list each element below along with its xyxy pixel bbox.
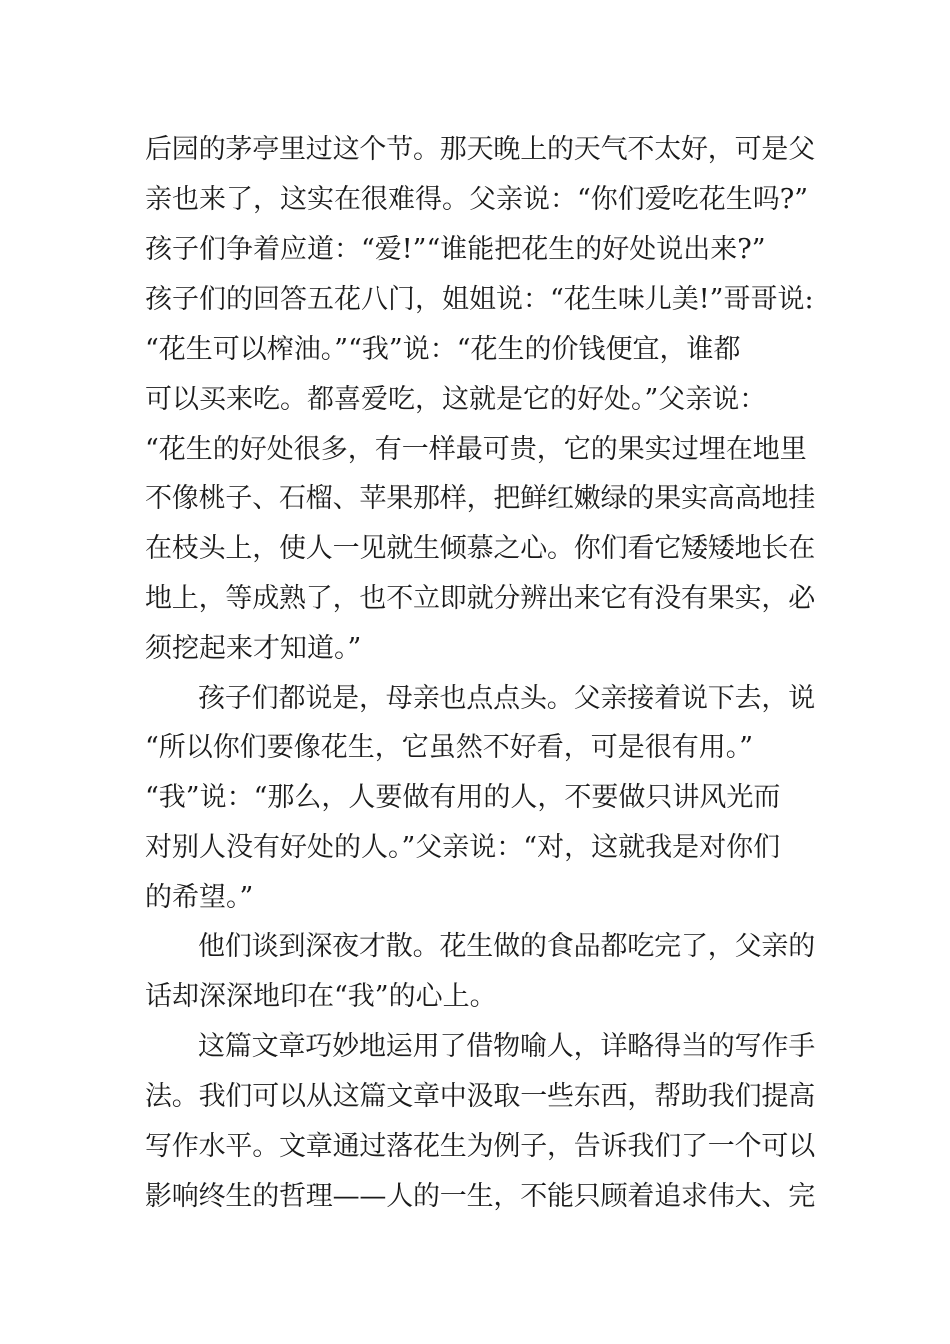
text-line: 孩子们的回答五花八门，姐姐说：“花生味儿美!”哥哥说: bbox=[145, 284, 814, 315]
text-line: 不像桃子、石榴、苹果那样，把鲜红嫩绿的果实高高地挂 bbox=[145, 483, 815, 514]
text-line: 话却深深地印在“我”的心上。 bbox=[145, 981, 497, 1012]
text-line: 可以买来吃。都喜爱吃，这就是它的好处。”父亲说： bbox=[145, 384, 767, 415]
paragraph-start-line: 他们谈到深夜才散。花生做的食品都吃完了，父亲的 bbox=[198, 931, 816, 962]
text-line: 写作水平。文章通过落花生为例子，告诉我们了一个可以 bbox=[145, 1131, 815, 1162]
text-line: “所以你们要像花生，它虽然不好看，可是很有用。” bbox=[145, 732, 754, 763]
text-line: 孩子们争着应道：“爱!”“谁能把花生的好处说出来?” bbox=[145, 234, 766, 265]
text-line: 在枝头上，使人一见就生倾慕之心。你们看它矮矮地长在 bbox=[145, 533, 815, 564]
text-line: 法。我们可以从这篇文章中汲取一些东西，帮助我们提高 bbox=[145, 1081, 815, 1112]
text-line: “花生可以榨油。”“我”说：“花生的价钱便宜，谁都 bbox=[145, 334, 741, 365]
paragraph-start-line: 这篇文章巧妙地运用了借物喻人，详略得当的写作手 bbox=[198, 1031, 816, 1062]
text-line: 地上，等成熟了，也不立即就分辨出来它有没有果实，必 bbox=[145, 583, 815, 614]
text-line: 影响终生的哲理——人的一生，不能只顾着追求伟大、完 bbox=[145, 1181, 815, 1212]
text-line: 后园的茅亭里过这个节。那天晚上的天气不太好，可是父 bbox=[145, 134, 815, 165]
text-line: 对别人没有好处的人。”父亲说：“对，这就我是对你们 bbox=[145, 832, 781, 863]
text-line: 的希望。” bbox=[145, 882, 254, 913]
text-line: “花生的好处很多，有一样最可贵，它的果实过埋在地里 bbox=[145, 434, 807, 465]
text-line: “我”说：“那么，人要做有用的人，不要做只讲风光而 bbox=[145, 782, 781, 813]
paragraph-start-line: 孩子们都说是，母亲也点点头。父亲接着说下去，说 bbox=[198, 683, 816, 714]
text-line: 亲也来了，这实在很难得。父亲说：“你们爱吃花生吗?” bbox=[145, 184, 809, 215]
text-line: 须挖起来才知道。” bbox=[145, 633, 362, 664]
